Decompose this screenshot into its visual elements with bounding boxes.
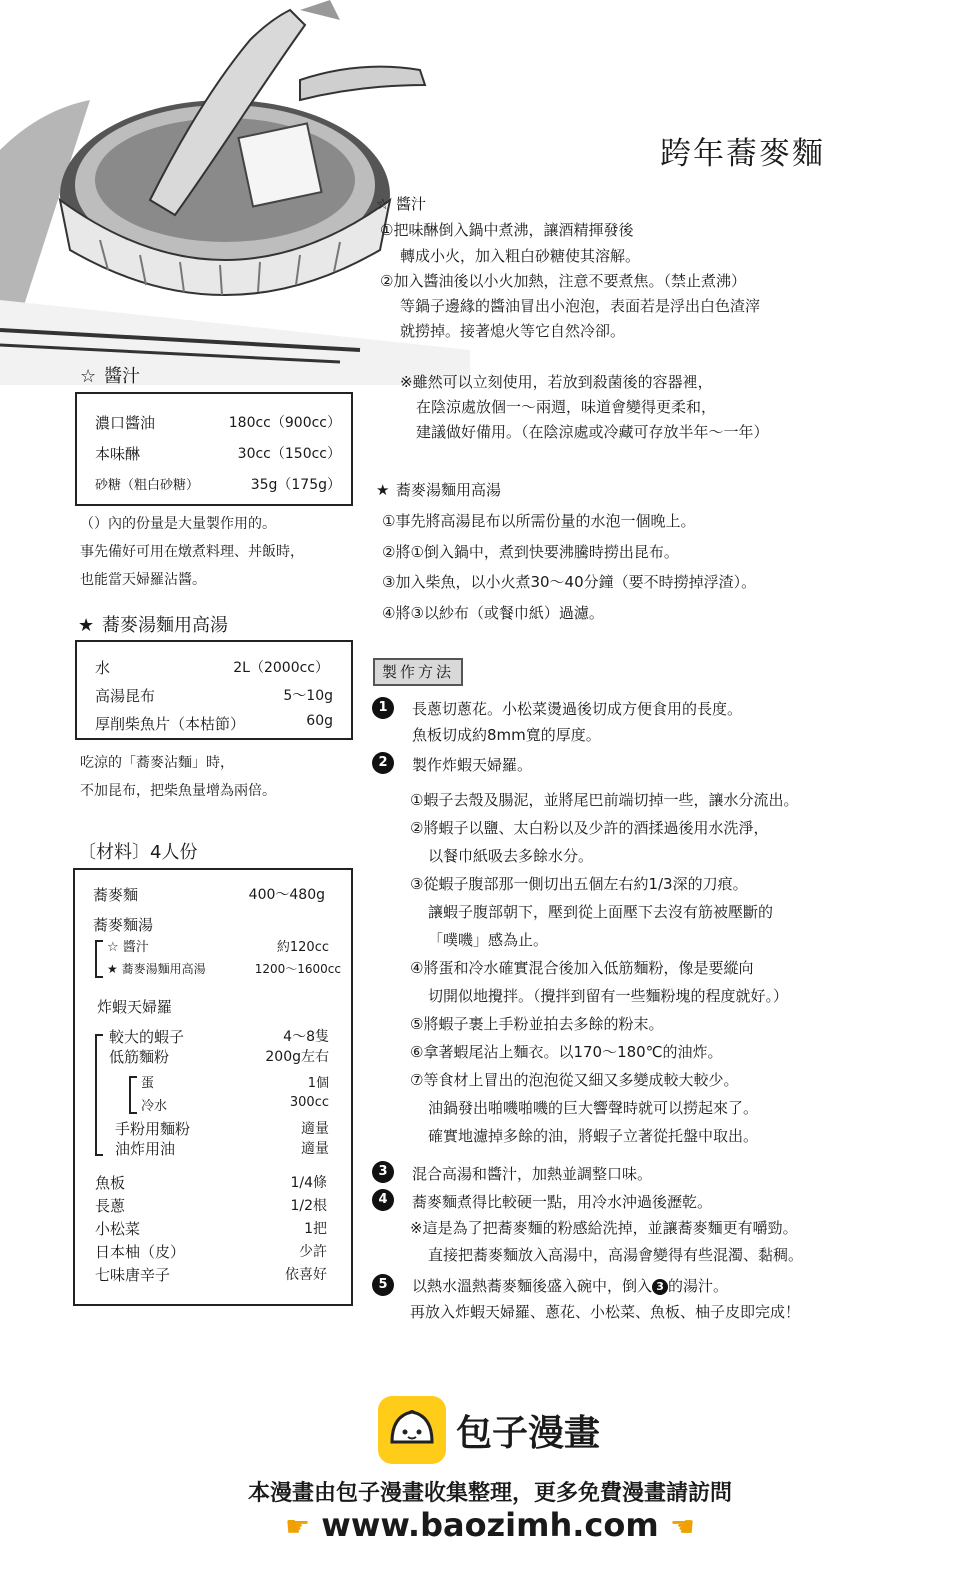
sauce-note: 事先備好可用在燉煮料理、丼飯時，: [80, 544, 304, 560]
ingredient-name: 七味唐辛子: [95, 1266, 171, 1284]
sauce-step: 等鍋子邊緣的醬油冒出小泡泡，表面若是浮出白色渣滓: [400, 297, 761, 315]
ingredient-amount: 400～480g: [248, 887, 325, 903]
ingredient-amount: 適量: [301, 1121, 329, 1137]
ingredient-name: 小松菜: [95, 1220, 141, 1238]
sauce-step: ②加入醬油後以小火加熱，注意不要煮焦。（禁止煮沸）: [380, 272, 746, 290]
ingredient-amount: 約120cc: [276, 940, 329, 955]
step-number-badge: 4: [372, 1189, 394, 1211]
site-url[interactable]: [0, 1506, 980, 1544]
broth-note: 吃涼的「蕎麥沾麵」時，: [80, 755, 234, 771]
substep-text: ③從蝦子腹部那一側切出五個左右約1/3深的刀痕。: [410, 875, 748, 893]
step-text: 再放入炸蝦天婦羅、蔥花、小松菜、魚板、柚子皮即完成！: [410, 1303, 801, 1321]
sauce-item-amount: 35g（175g）: [250, 477, 341, 493]
step-number-badge: 3: [372, 1161, 394, 1183]
broth-step: ②將①倒入鍋中，煮到快要沸騰時撈出昆布。: [382, 543, 679, 561]
sauce-storage-note: 建議做好備用。（在陰涼處或冷藏可存放半年～一年）: [416, 423, 769, 441]
substep-text: 油鍋發出啪嘰啪嘰的巨大響聲時就可以撈起來了。: [428, 1099, 759, 1117]
substep-text: 切開似地攪拌。（攪拌到留有一些麵粉塊的程度就好。）: [428, 987, 789, 1005]
sauce-heading: ☆ 醬汁: [80, 366, 140, 387]
step-number-badge: 1: [372, 697, 394, 719]
ingredients-heading: 〔材料〕4人份: [78, 842, 198, 863]
ingredient-name: ☆ 醬汁: [107, 940, 149, 955]
substep-text: 「噗嘰」感為止。: [428, 931, 549, 949]
hollow-star-icon: ☆: [80, 366, 97, 387]
hollow-star-icon: ☆: [376, 195, 390, 213]
recipe-title: 跨年蕎麥麵: [660, 136, 825, 172]
sauce-step: 轉成小火，加入粗白砂糖使其溶解。: [400, 247, 641, 265]
bun-icon: [378, 1396, 446, 1464]
ingredient-amount: 200g左右: [265, 1049, 329, 1065]
sauce-item-name: 濃口醬油: [95, 414, 156, 432]
step-title: 製作炸蝦天婦羅。: [412, 756, 533, 774]
broth-item-name: 厚削柴魚片（本枯節）: [95, 715, 246, 733]
bracket: [95, 1034, 103, 1156]
ingredient-name: 手粉用麵粉: [115, 1120, 191, 1138]
step-text: 魚板切成約8mm寬的厚度。: [412, 726, 601, 744]
ingredient-amount: 4～8隻: [283, 1029, 329, 1045]
step-reference-badge: 3: [652, 1279, 668, 1295]
star-icon: ★: [376, 481, 390, 499]
site-url-link[interactable]: www.baozimh.com: [321, 1506, 659, 1544]
star-icon: ★: [78, 615, 95, 636]
bracket: [129, 1076, 137, 1114]
ingredient-name: 長蔥: [95, 1197, 126, 1215]
step-number-badge: 5: [372, 1274, 394, 1296]
ingredient-amount: 1/2根: [290, 1198, 327, 1214]
ingredient-amount: 1個: [307, 1076, 329, 1091]
ingredient-name: 油炸用油: [115, 1140, 176, 1158]
broth-step: ①事先將高湯昆布以所需份量的水泡一個晚上。: [382, 512, 696, 530]
substep-text: ①蝦子去殼及腸泥，並將尾巴前端切掉一些，讓水分流出。: [410, 791, 799, 809]
step-text: 直接把蕎麥麵放入高湯中，高湯會變得有些混濁、黏稠。: [428, 1246, 804, 1264]
pointing-right-hand-icon: ☛: [285, 1510, 311, 1543]
bracket: [95, 940, 103, 978]
broth-item-name: 水: [95, 659, 111, 677]
broth-method-heading: ★ 蕎麥湯麵用高湯: [376, 481, 502, 499]
ingredient-name: ★ 蕎麥湯麵用高湯: [107, 962, 206, 976]
broth-step: ④將③以紗布（或餐巾紙）過濾。: [382, 604, 604, 622]
ingredient-name: 日本柚（皮）: [95, 1243, 186, 1261]
ingredient-amount: 依喜好: [285, 1267, 327, 1283]
star-icon: ★: [107, 962, 118, 976]
step-text: 以熱水溫熱蕎麥麵後盛入碗中，倒入 3 的湯汁。: [412, 1277, 729, 1295]
sauce-storage-note: ※雖然可以立刻使用，若放到殺菌後的容器裡，: [400, 373, 713, 391]
sauce-ingredient-box: [75, 392, 353, 506]
sauce-step: ①把味醂倒入鍋中煮沸，讓酒精揮發後: [380, 221, 634, 239]
brand-name: 包子漫畫: [456, 1413, 601, 1454]
step-text: 長蔥切蔥花。小松菜燙過後切成方便食用的長度。: [412, 700, 743, 718]
sauce-storage-note: 在陰涼處放個一～兩週，味道會變得更柔和，: [416, 398, 717, 416]
broth-item-amount: 5～10g: [283, 688, 333, 704]
sauce-item-amount: 180cc（900cc）: [228, 415, 341, 431]
sauce-note: （）內的份量是大量製作用的。: [80, 516, 276, 532]
step-number-badge: 2: [372, 752, 394, 774]
ingredient-group-name: 炸蝦天婦羅: [97, 998, 173, 1016]
sauce-item-name: 本味醂: [95, 445, 141, 463]
ingredient-name: 魚板: [95, 1174, 126, 1192]
substep-text: 確實地濾掉多餘的油，將蝦子立著從托盤中取出。: [428, 1127, 759, 1145]
ingredient-amount: 1200～1600cc: [254, 962, 341, 976]
substep-text: ④將蛋和冷水確實混合後加入低筋麵粉，像是要縱向: [410, 959, 754, 977]
ingredient-amount: 1/4條: [290, 1175, 327, 1191]
broth-heading: ★ 蕎麥湯麵用高湯: [78, 615, 228, 636]
broth-item-amount: 2L（2000cc）: [233, 660, 329, 676]
ingredient-name: 較大的蝦子: [109, 1028, 185, 1046]
broth-step: ③加入柴魚，以小火煮30～40分鐘（要不時撈掉浮渣）。: [382, 573, 757, 591]
step-text: 蕎麥麵煮得比較硬一點，用冷水沖過後瀝乾。: [412, 1193, 713, 1211]
ingredient-amount: 少許: [299, 1244, 327, 1260]
broth-item-amount: 60g: [306, 713, 333, 729]
baozi-logo: [378, 1396, 446, 1464]
sauce-method-heading: ☆ 醬汁: [376, 195, 427, 213]
step-text: ※這是為了把蕎麥麵的粉感給洗掉，並讓蕎麥麵更有嚼勁。: [410, 1219, 798, 1237]
substep-text: ②將蝦子以鹽、太白粉以及少許的酒揉過後用水洗淨，: [410, 819, 769, 837]
substep-text: ⑤將蝦子裹上手粉並拍去多餘的粉末。: [410, 1015, 664, 1033]
broth-note: 不加昆布，把柴魚量增為兩倍。: [80, 783, 276, 799]
ingredient-name: 蛋: [141, 1076, 155, 1091]
step-text: 混合高湯和醬汁，加熱並調整口味。: [412, 1165, 653, 1183]
substep-text: 以餐巾紙吸去多餘水分。: [428, 847, 594, 865]
pointing-left-hand-icon: ☚: [669, 1510, 695, 1543]
substep-text: 讓蝦子腹部朝下，壓到從上面壓下去沒有筋被壓斷的: [428, 903, 774, 921]
ingredient-name: 低筋麵粉: [109, 1048, 170, 1066]
hollow-star-icon: ☆: [107, 940, 119, 955]
substep-text: ⑦等食材上冒出的泡泡從又細又多變成較大較少。: [410, 1071, 739, 1089]
ingredient-amount: 適量: [301, 1141, 329, 1157]
broth-ingredient-box: [75, 640, 353, 740]
sauce-step: 就撈掉。接著熄火等它自然冷卻。: [400, 322, 626, 340]
method-label: 製作方法: [373, 658, 463, 686]
sauce-item-amount: 30cc（150cc）: [237, 446, 341, 462]
ingredient-group-name: 蕎麥麵湯: [93, 916, 154, 934]
ingredient-amount: 1把: [304, 1221, 327, 1237]
ingredients-box: [73, 868, 353, 1306]
ingredient-name: 冷水: [141, 1099, 168, 1114]
broth-item-name: 高湯昆布: [95, 687, 156, 705]
substep-text: ⑥拿著蝦尾沾上麵衣。以170～180℃的油炸。: [410, 1043, 723, 1061]
sauce-item-name: 砂糖（粗白砂糖）: [95, 478, 200, 493]
ingredient-amount: 300cc: [289, 1095, 329, 1110]
ingredient-name: 蕎麥麵: [93, 886, 139, 904]
sauce-note: 也能當天婦羅沾醬。: [80, 572, 206, 588]
site-notice: 本漫畫由包子漫畫收集整理，更多免費漫畫請訪問: [247, 1481, 732, 1506]
